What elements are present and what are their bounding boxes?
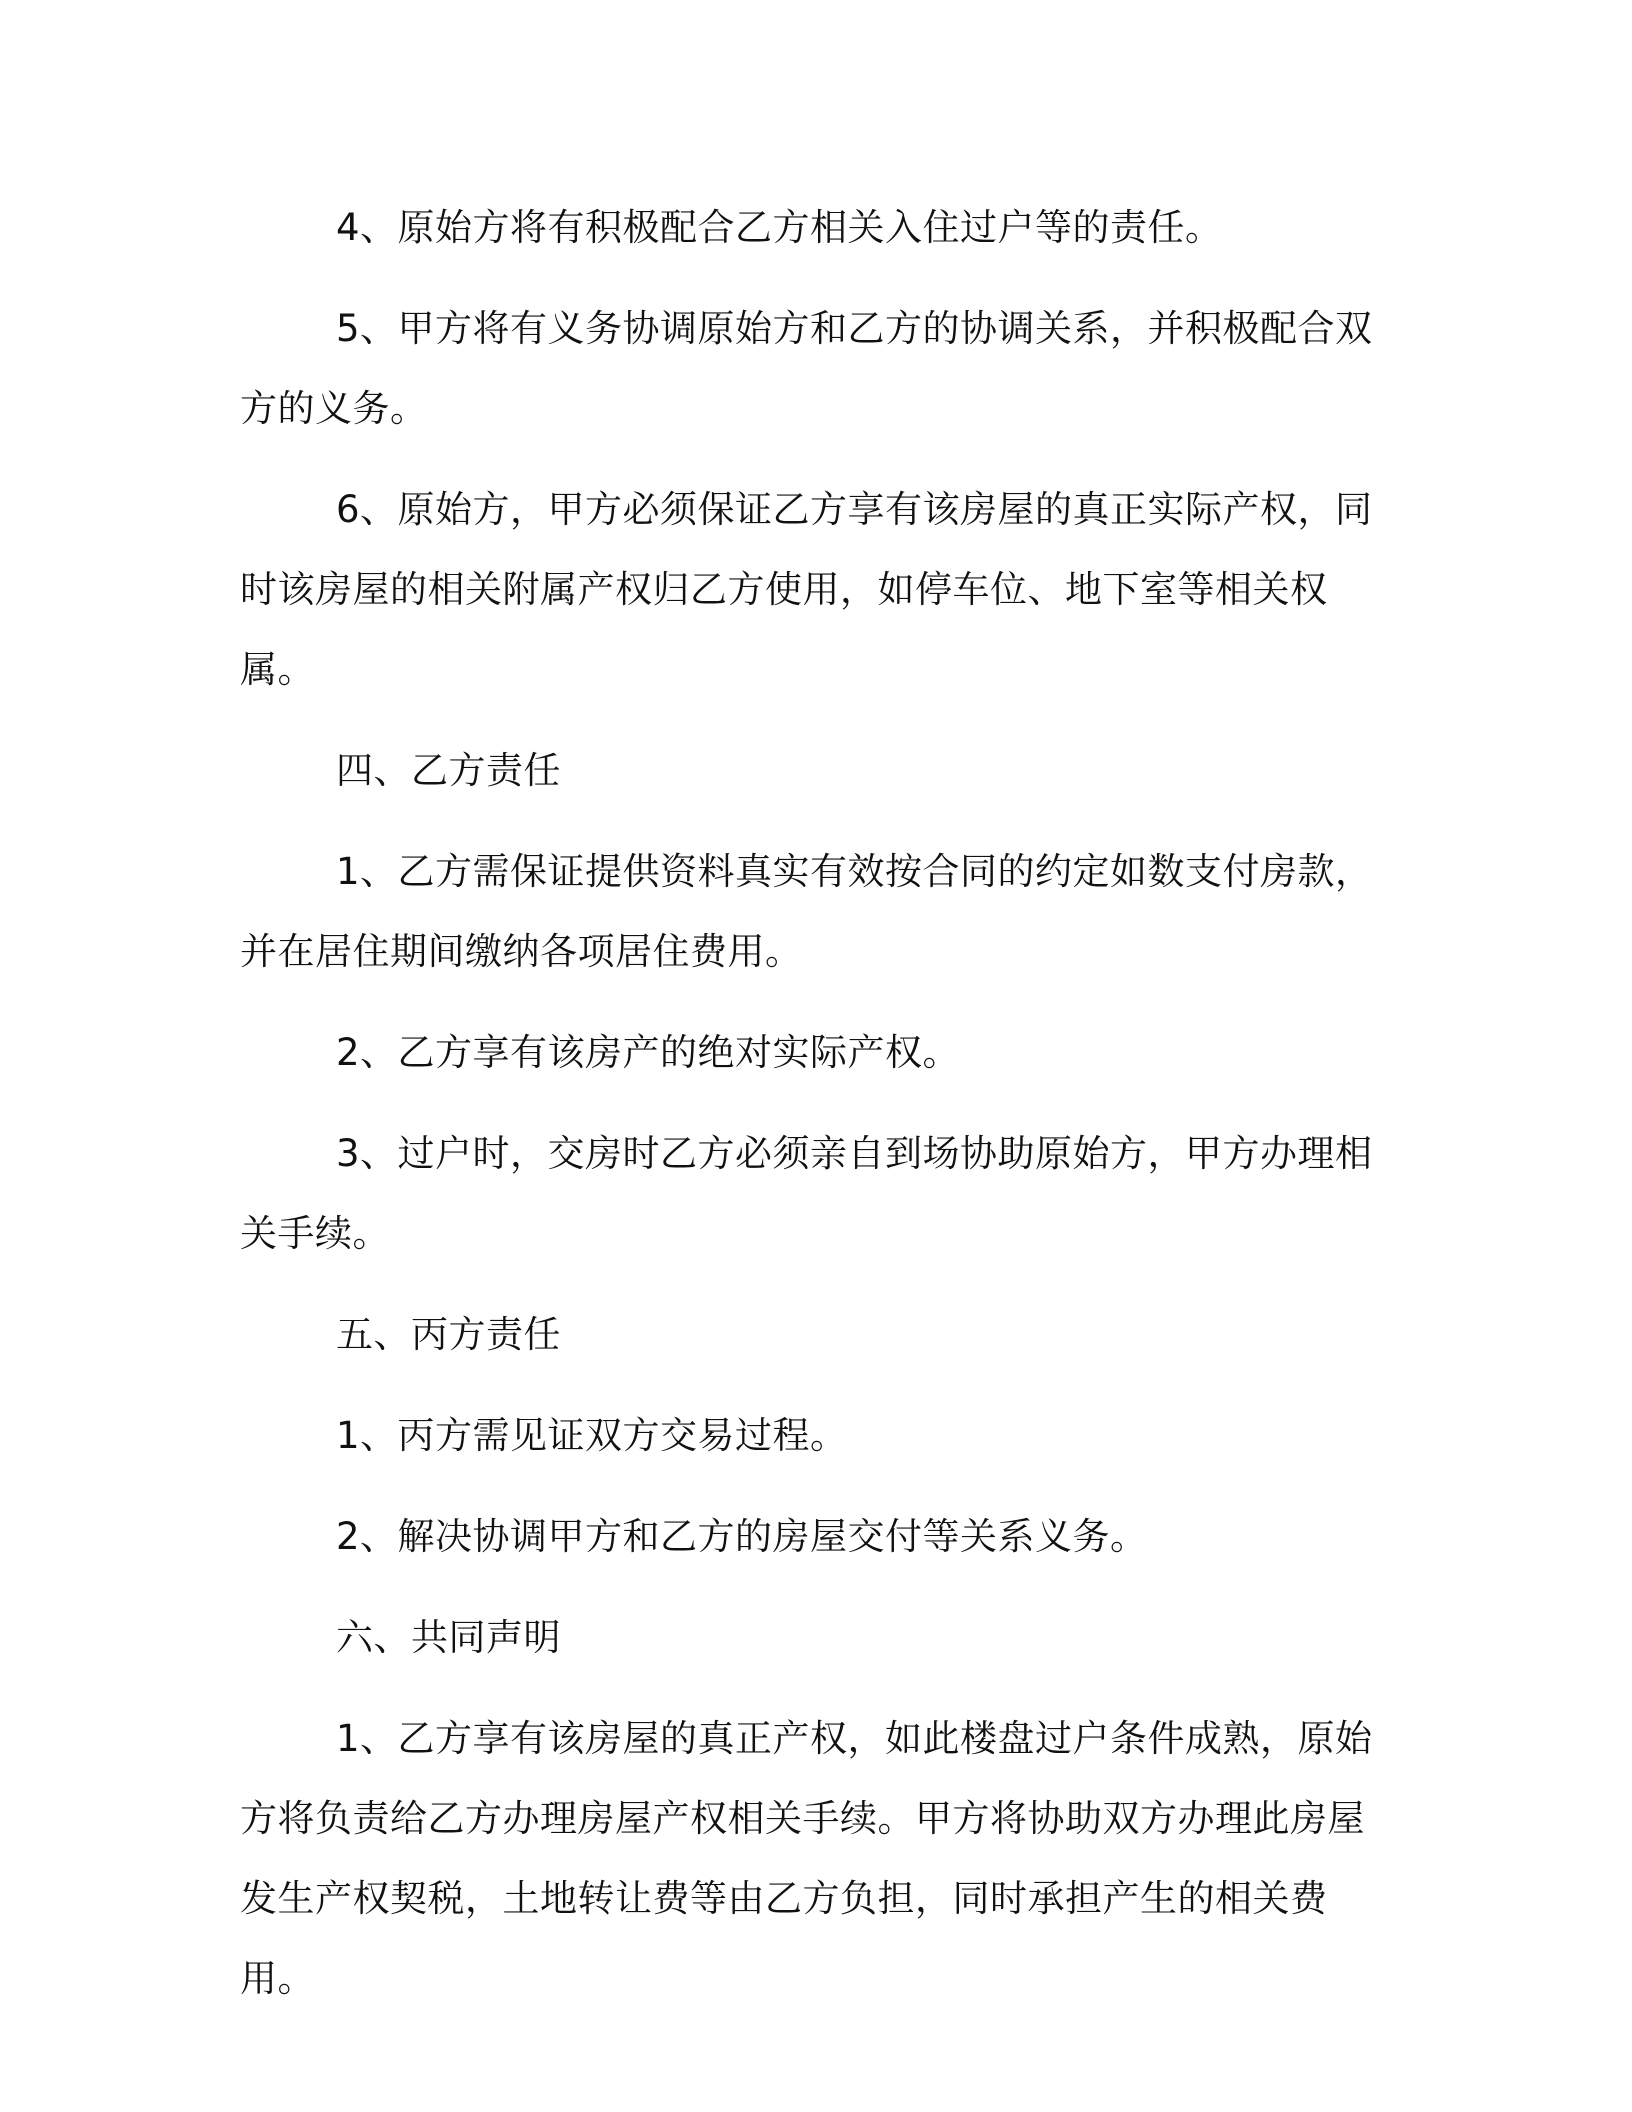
party-b-clause-2: 2、乙方享有该房产的绝对实际产权。 bbox=[336, 1031, 961, 1074]
section-heading-party-c: 五、丙方责任 bbox=[336, 1313, 561, 1356]
joint-statement-clause-1: 1、乙方享有该房屋的真正产权，如此楼盘过户条件成熟，原始方将负责给乙方办理房屋产权相关手续。甲方将协助双方办理此房屋发生产权契税，土地转让费等由乙方负担，同时承担产生的相关费用。 bbox=[240, 1717, 1373, 2000]
party-c-clause-2: 2、解决协调甲方和乙方的房屋交付等关系义务。 bbox=[336, 1515, 1148, 1558]
document-body bbox=[240, 188, 1385, 2019]
clause-4-cooperation: 4、原始方将有积极配合乙方相关入住过户等的责任。 bbox=[336, 206, 1223, 249]
section-heading-joint-statement: 六、共同声明 bbox=[336, 1616, 561, 1659]
section-heading-party-b: 四、乙方责任 bbox=[336, 749, 561, 792]
clause-6-property-rights: 6、原始方，甲方必须保证乙方享有该房屋的真正实际产权，同时该房屋的相关附属产权归乙方使用，如停车位、地下室等相关权属。 bbox=[240, 488, 1373, 691]
party-b-clause-1: 1、乙方需保证提供资料真实有效按合同的约定如数支付房款，并在居住期间缴纳各项居住费用。 bbox=[240, 850, 1373, 973]
party-c-clause-1: 1、丙方需见证双方交易过程。 bbox=[336, 1414, 848, 1457]
party-b-clause-3: 3、过户时，交房时乙方必须亲自到场协助原始方，甲方办理相关手续。 bbox=[240, 1132, 1373, 1255]
clause-5-coordination: 5、甲方将有义务协调原始方和乙方的协调关系，并积极配合双方的义务。 bbox=[240, 307, 1373, 430]
